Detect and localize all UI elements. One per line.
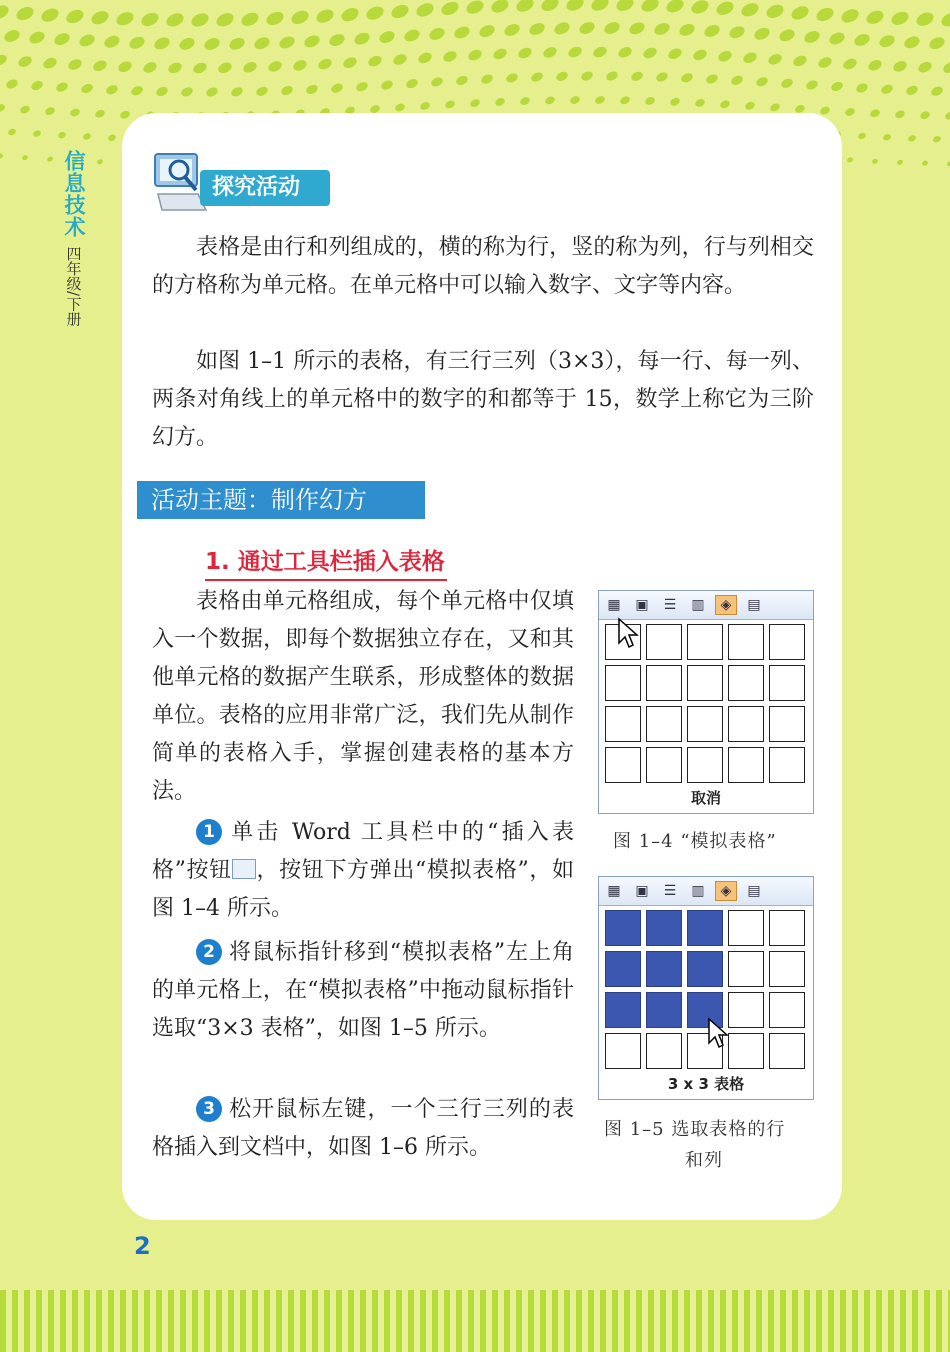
insert-sheet-icon[interactable]: ▣ — [635, 883, 649, 899]
grid-cell[interactable] — [769, 992, 805, 1028]
preview-icon[interactable]: ▤ — [747, 883, 761, 899]
grid-cell[interactable] — [769, 706, 805, 742]
grid-cell[interactable] — [728, 624, 764, 660]
activity-theme-bar: 活动主题：制作幻方 — [137, 481, 425, 519]
picker-status[interactable]: 取消 — [690, 789, 721, 807]
grid-cell-selected[interactable] — [646, 910, 682, 946]
decorative-stripe-border — [0, 1290, 950, 1352]
grid-cell-selected[interactable] — [605, 992, 641, 1028]
page-number: 2 — [134, 1232, 151, 1260]
insert-table-button-icon — [232, 859, 256, 879]
figure-1-5-caption-line2: 和列 — [685, 1150, 723, 1171]
mouse-pointer-icon — [617, 617, 639, 649]
grid-cell[interactable] — [605, 706, 641, 742]
grid-cell[interactable] — [646, 747, 682, 783]
section-title: 探究活动 — [200, 170, 330, 206]
grid-cell[interactable] — [728, 992, 764, 1028]
grid-cell[interactable] — [687, 624, 723, 660]
step-1 — [152, 814, 574, 928]
grid-cell-selected[interactable] — [687, 951, 723, 987]
preview-icon[interactable]: ▤ — [747, 597, 761, 613]
grid-cell[interactable] — [687, 665, 723, 701]
grid-cell[interactable] — [687, 706, 723, 742]
step-number-badge: 1 — [196, 819, 222, 845]
grid-cell[interactable] — [769, 951, 805, 987]
grid-cell[interactable] — [646, 1033, 682, 1069]
section-header — [152, 150, 342, 220]
grid-cell-selected[interactable] — [646, 951, 682, 987]
word-toolbar — [599, 591, 813, 620]
figure-table-grid-picker — [598, 590, 814, 814]
grid-cell[interactable] — [769, 1033, 805, 1069]
book-grade: 四年级/下册 — [64, 246, 83, 327]
grid-cell[interactable] — [605, 747, 641, 783]
drawing-icon[interactable]: ▥ — [691, 883, 705, 899]
grid-cell-selected[interactable] — [605, 951, 641, 987]
picker-status[interactable]: 3 x 3 表格 — [667, 1075, 745, 1093]
intro-paragraph-2: 如图 1–1 所示的表格，有三行三列（3×3），每一行、每一列、两条对角线上的单元格中的数字的和都等于 15，数学上称它为三阶幻方。 — [152, 349, 814, 450]
figure-1-5-caption-line1: 图 1–5 选取表格的行 — [604, 1119, 786, 1140]
columns-icon[interactable]: ☰ — [663, 597, 677, 613]
grid-cell[interactable] — [728, 665, 764, 701]
grid-cell[interactable] — [646, 624, 682, 660]
grid-cell[interactable] — [646, 706, 682, 742]
columns-icon[interactable]: ☰ — [663, 883, 677, 899]
grid-cell[interactable] — [728, 747, 764, 783]
grid-cell-selected[interactable] — [687, 910, 723, 946]
document-map-icon[interactable]: ◈ — [715, 595, 737, 615]
intro-paragraph-1: 表格是由行和列组成的，横的称为行，竖的称为列，行与列相交的方格称为单元格。在单元格中可以输入数字、文字等内容。 — [152, 235, 814, 298]
grid-cell[interactable] — [769, 624, 805, 660]
grid-cell[interactable] — [646, 665, 682, 701]
grid-cell[interactable] — [728, 1033, 764, 1069]
insert-sheet-icon[interactable]: ▣ — [635, 597, 649, 613]
step-1-text-a: 单击 Word 工具栏中的“插入表格”按钮 — [152, 820, 574, 883]
figure-1-4-caption: 图 1–4 “模拟表格” — [613, 831, 777, 852]
grid-cell-selected[interactable] — [646, 992, 682, 1028]
grid-cell[interactable] — [769, 747, 805, 783]
grid-cell[interactable] — [769, 665, 805, 701]
grid-cell[interactable] — [605, 1033, 641, 1069]
step-2-text: 将鼠标指针移到“模拟表格”左上角的单元格上，在“模拟表格”中拖动鼠标指针选取“3×3 表格”，如图 1–5 所示。 — [152, 940, 574, 1041]
word-toolbar — [599, 877, 813, 906]
drawing-icon[interactable]: ▥ — [691, 597, 705, 613]
step-3-text: 松开鼠标左键，一个三行三列的表格插入到文档中，如图 1–6 所示。 — [152, 1097, 574, 1160]
grid-cell[interactable] — [687, 747, 723, 783]
step-number-badge: 3 — [196, 1096, 222, 1122]
grid-cell[interactable] — [769, 910, 805, 946]
step-1-text-b: ，按钮下方弹出“模拟表格”，如图 1–4 所示。 — [152, 858, 574, 921]
insert-table-icon[interactable]: ▦ — [607, 883, 621, 899]
step-number-badge: 2 — [196, 939, 222, 965]
figure-table-selection — [598, 876, 814, 1100]
grid-cell[interactable] — [728, 951, 764, 987]
step-3 — [152, 1091, 574, 1167]
insert-table-icon[interactable]: ▦ — [607, 597, 621, 613]
body-paragraph: 表格由单元格组成，每个单元格中仅填入一个数据，即每个数据独立存在，又和其他单元格的数据产生联系，形成整体的数据单位。表格的应用非常广泛，我们先从制作简单的表格入手，掌握创建表格的基本方法。 — [152, 589, 574, 804]
grid-cell-selected[interactable] — [605, 910, 641, 946]
book-spine-label — [58, 150, 90, 326]
grid-cell[interactable] — [728, 706, 764, 742]
book-title: 信息技术 — [62, 150, 86, 238]
table-picker-grid[interactable] — [599, 906, 813, 1069]
mouse-pointer-icon — [707, 1017, 729, 1049]
subsection-heading: 1. 通过工具栏插入表格 — [205, 543, 447, 581]
grid-cell[interactable] — [605, 665, 641, 701]
grid-cell[interactable] — [728, 910, 764, 946]
document-map-icon[interactable]: ◈ — [715, 881, 737, 901]
step-2 — [152, 934, 574, 1048]
